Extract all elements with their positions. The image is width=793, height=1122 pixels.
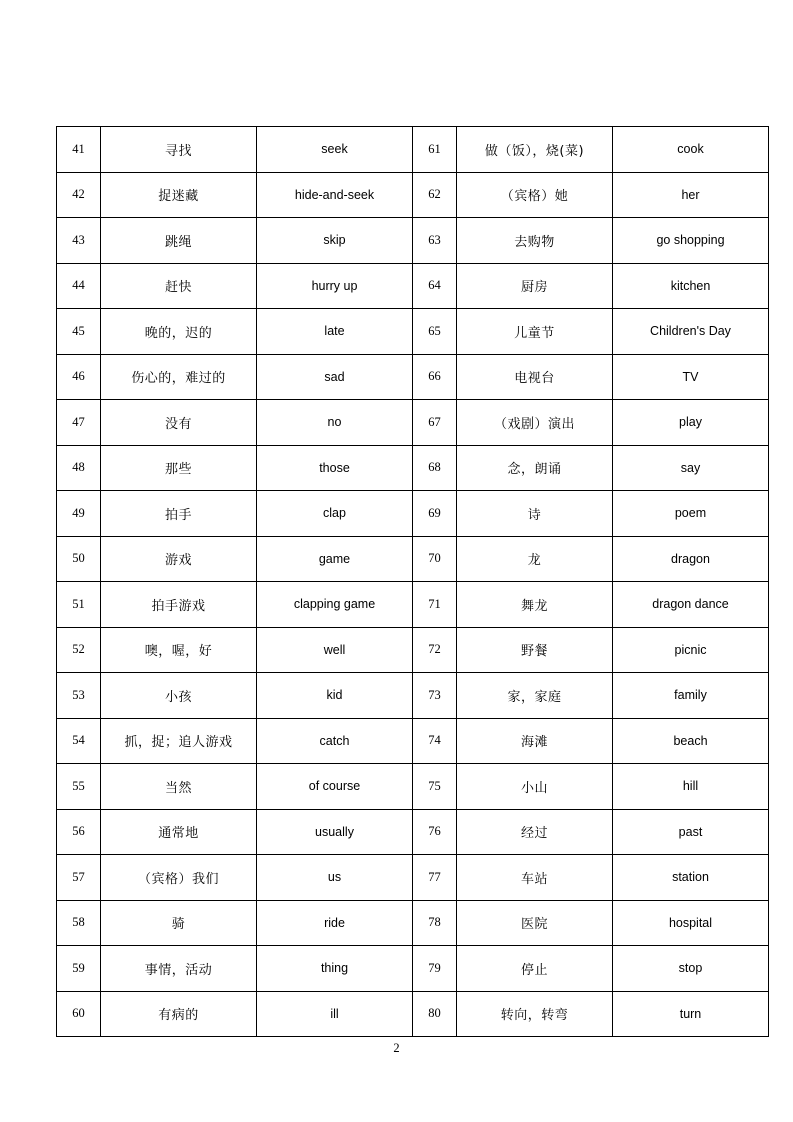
chinese-term: 当然	[101, 764, 257, 810]
entry-number: 68	[413, 445, 457, 491]
chinese-term: 跳绳	[101, 218, 257, 264]
chinese-term: 伤心的，难过的	[101, 354, 257, 400]
chinese-term: 通常地	[101, 809, 257, 855]
entry-number: 43	[57, 218, 101, 264]
table-row	[57, 127, 769, 173]
table-row	[57, 582, 769, 628]
chinese-term: 晚的，迟的	[101, 309, 257, 355]
english-term: her	[613, 172, 769, 218]
english-term: us	[257, 855, 413, 901]
english-term: beach	[613, 718, 769, 764]
english-term: late	[257, 309, 413, 355]
chinese-term: 做（饭），烧(菜)	[457, 127, 613, 173]
entry-number: 71	[413, 582, 457, 628]
table-row	[57, 445, 769, 491]
entry-number: 78	[413, 900, 457, 946]
chinese-term: 舞龙	[457, 582, 613, 628]
entry-number: 54	[57, 718, 101, 764]
english-term: those	[257, 445, 413, 491]
entry-number: 77	[413, 855, 457, 901]
entry-number: 76	[413, 809, 457, 855]
english-term: kitchen	[613, 263, 769, 309]
english-term: well	[257, 627, 413, 673]
table-row	[57, 764, 769, 810]
english-term: of course	[257, 764, 413, 810]
chinese-term: 转向，转弯	[457, 991, 613, 1037]
entry-number: 44	[57, 263, 101, 309]
english-term: poem	[613, 491, 769, 537]
chinese-term: 野餐	[457, 627, 613, 673]
entry-number: 49	[57, 491, 101, 537]
table-row	[57, 946, 769, 992]
entry-number: 55	[57, 764, 101, 810]
table-row	[57, 536, 769, 582]
entry-number: 73	[413, 673, 457, 719]
entry-number: 70	[413, 536, 457, 582]
english-term: usually	[257, 809, 413, 855]
english-term: ill	[257, 991, 413, 1037]
entry-number: 41	[57, 127, 101, 173]
english-term: cook	[613, 127, 769, 173]
table-row	[57, 400, 769, 446]
entry-number: 65	[413, 309, 457, 355]
english-term: family	[613, 673, 769, 719]
english-term: dragon	[613, 536, 769, 582]
chinese-term: 小山	[457, 764, 613, 810]
chinese-term: 抓，捉；追人游戏	[101, 718, 257, 764]
entry-number: 45	[57, 309, 101, 355]
english-term: kid	[257, 673, 413, 719]
entry-number: 56	[57, 809, 101, 855]
english-term: hurry up	[257, 263, 413, 309]
english-term: past	[613, 809, 769, 855]
english-term: game	[257, 536, 413, 582]
table-row	[57, 218, 769, 264]
entry-number: 48	[57, 445, 101, 491]
english-term: hospital	[613, 900, 769, 946]
chinese-term: 有病的	[101, 991, 257, 1037]
chinese-term: 事情，活动	[101, 946, 257, 992]
entry-number: 63	[413, 218, 457, 264]
entry-number: 47	[57, 400, 101, 446]
table-row	[57, 718, 769, 764]
entry-number: 75	[413, 764, 457, 810]
chinese-term: （宾格）她	[457, 172, 613, 218]
english-term: thing	[257, 946, 413, 992]
entry-number: 79	[413, 946, 457, 992]
table-row	[57, 900, 769, 946]
entry-number: 57	[57, 855, 101, 901]
chinese-term: 诗	[457, 491, 613, 537]
chinese-term: 儿童节	[457, 309, 613, 355]
chinese-term: 骑	[101, 900, 257, 946]
chinese-term: 去购物	[457, 218, 613, 264]
english-term: play	[613, 400, 769, 446]
chinese-term: 电视台	[457, 354, 613, 400]
english-term: hide-and-seek	[257, 172, 413, 218]
english-term: say	[613, 445, 769, 491]
english-term: sad	[257, 354, 413, 400]
chinese-term: 拍手	[101, 491, 257, 537]
chinese-term: 车站	[457, 855, 613, 901]
english-term: picnic	[613, 627, 769, 673]
chinese-term: 寻找	[101, 127, 257, 173]
entry-number: 74	[413, 718, 457, 764]
chinese-term: （戏剧）演出	[457, 400, 613, 446]
english-term: catch	[257, 718, 413, 764]
english-term: Children's Day	[613, 309, 769, 355]
chinese-term: 游戏	[101, 536, 257, 582]
chinese-term: 医院	[457, 900, 613, 946]
table-row	[57, 263, 769, 309]
table-row	[57, 491, 769, 537]
chinese-term: 捉迷藏	[101, 172, 257, 218]
entry-number: 72	[413, 627, 457, 673]
chinese-term: 赶快	[101, 263, 257, 309]
table-row	[57, 309, 769, 355]
entry-number: 42	[57, 172, 101, 218]
english-term: go shopping	[613, 218, 769, 264]
entry-number: 53	[57, 673, 101, 719]
entry-number: 58	[57, 900, 101, 946]
chinese-term: 念，朗诵	[457, 445, 613, 491]
entry-number: 62	[413, 172, 457, 218]
entry-number: 80	[413, 991, 457, 1037]
chinese-term: 拍手游戏	[101, 582, 257, 628]
english-term: TV	[613, 354, 769, 400]
chinese-term: 停止	[457, 946, 613, 992]
entry-number: 64	[413, 263, 457, 309]
chinese-term: 噢，喔，好	[101, 627, 257, 673]
entry-number: 46	[57, 354, 101, 400]
english-term: dragon dance	[613, 582, 769, 628]
english-term: ride	[257, 900, 413, 946]
entry-number: 69	[413, 491, 457, 537]
english-term: station	[613, 855, 769, 901]
chinese-term: 家，家庭	[457, 673, 613, 719]
entry-number: 50	[57, 536, 101, 582]
page-number: 2	[393, 1041, 400, 1055]
table-row	[57, 627, 769, 673]
chinese-term: 厨房	[457, 263, 613, 309]
entry-number: 60	[57, 991, 101, 1037]
vocabulary-table-body	[57, 127, 769, 1037]
chinese-term: 没有	[101, 400, 257, 446]
english-term: skip	[257, 218, 413, 264]
entry-number: 61	[413, 127, 457, 173]
table-row	[57, 809, 769, 855]
chinese-term: 小孩	[101, 673, 257, 719]
entry-number: 66	[413, 354, 457, 400]
entry-number: 59	[57, 946, 101, 992]
english-term: no	[257, 400, 413, 446]
table-row	[57, 354, 769, 400]
entry-number: 67	[413, 400, 457, 446]
table-row	[57, 673, 769, 719]
english-term: stop	[613, 946, 769, 992]
chinese-term: 海滩	[457, 718, 613, 764]
chinese-term: 那些	[101, 445, 257, 491]
table-row	[57, 991, 769, 1037]
table-row	[57, 855, 769, 901]
vocabulary-table	[56, 126, 769, 1037]
english-term: seek	[257, 127, 413, 173]
english-term: hill	[613, 764, 769, 810]
table-row	[57, 172, 769, 218]
vocabulary-table-container	[56, 126, 738, 1037]
entry-number: 52	[57, 627, 101, 673]
chinese-term: 经过	[457, 809, 613, 855]
entry-number: 51	[57, 582, 101, 628]
chinese-term: （宾格）我们	[101, 855, 257, 901]
chinese-term: 龙	[457, 536, 613, 582]
english-term: clap	[257, 491, 413, 537]
english-term: clapping game	[257, 582, 413, 628]
english-term: turn	[613, 991, 769, 1037]
